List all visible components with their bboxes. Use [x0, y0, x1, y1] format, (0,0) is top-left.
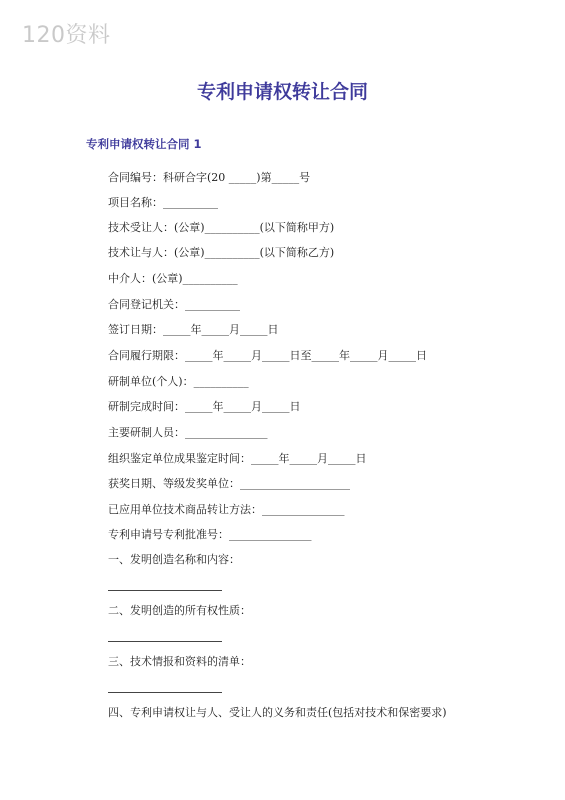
- patent-number-line: 专利申请号专利批准号：_______________: [108, 528, 312, 541]
- appraisal-time-line: 组织鉴定单位成果鉴定时间：_____年_____月_____日: [108, 452, 367, 465]
- intermediary-line: 中介人：(公章)__________: [108, 272, 238, 285]
- performance-period-line: 合同履行期限：_____年_____月_____日至_____年_____月_____日: [108, 349, 427, 362]
- research-unit-line: 研制单位(个人)：__________: [108, 375, 249, 388]
- section-3-heading: 三、技术情报和资料的清单：: [108, 655, 251, 668]
- signing-date-line: 签订日期：_____年_____月_____日: [108, 323, 279, 336]
- transferor-line: 技术让与人：(公章)__________(以下简称乙方): [108, 246, 335, 259]
- contract-number-line: 合同编号：科研合字(20 _____)第_____号: [108, 171, 311, 184]
- section-1-heading: 一、发明创造名称和内容：: [108, 553, 240, 566]
- project-name-line: 项目名称：__________: [108, 196, 218, 209]
- main-researchers-line: 主要研制人员：_______________: [108, 426, 268, 439]
- blank-line-2: [108, 641, 222, 642]
- section-heading: 专利申请权转让合同 1: [86, 137, 202, 151]
- registration-authority-line: 合同登记机关：__________: [108, 298, 240, 311]
- watermark-logo: 120资料: [22, 23, 111, 48]
- transferee-line: 技术受让人：(公章)__________(以下简称甲方): [108, 221, 335, 234]
- award-line: 获奖日期、等级发奖单位：____________________: [108, 477, 350, 490]
- section-4-heading: 四、专利申请权让与人、受让人的义务和责任(包括对技术和保密要求): [108, 706, 447, 719]
- document-title: 专利申请权转让合同: [196, 81, 368, 103]
- completion-time-line: 研制完成时间：_____年_____月_____日: [108, 400, 301, 413]
- blank-line-3: [108, 692, 222, 693]
- section-2-heading: 二、发明创造的所有权性质：: [108, 604, 251, 617]
- transfer-method-line: 已应用单位技术商品转让方法：_______________: [108, 503, 345, 516]
- blank-line-1: [108, 590, 222, 591]
